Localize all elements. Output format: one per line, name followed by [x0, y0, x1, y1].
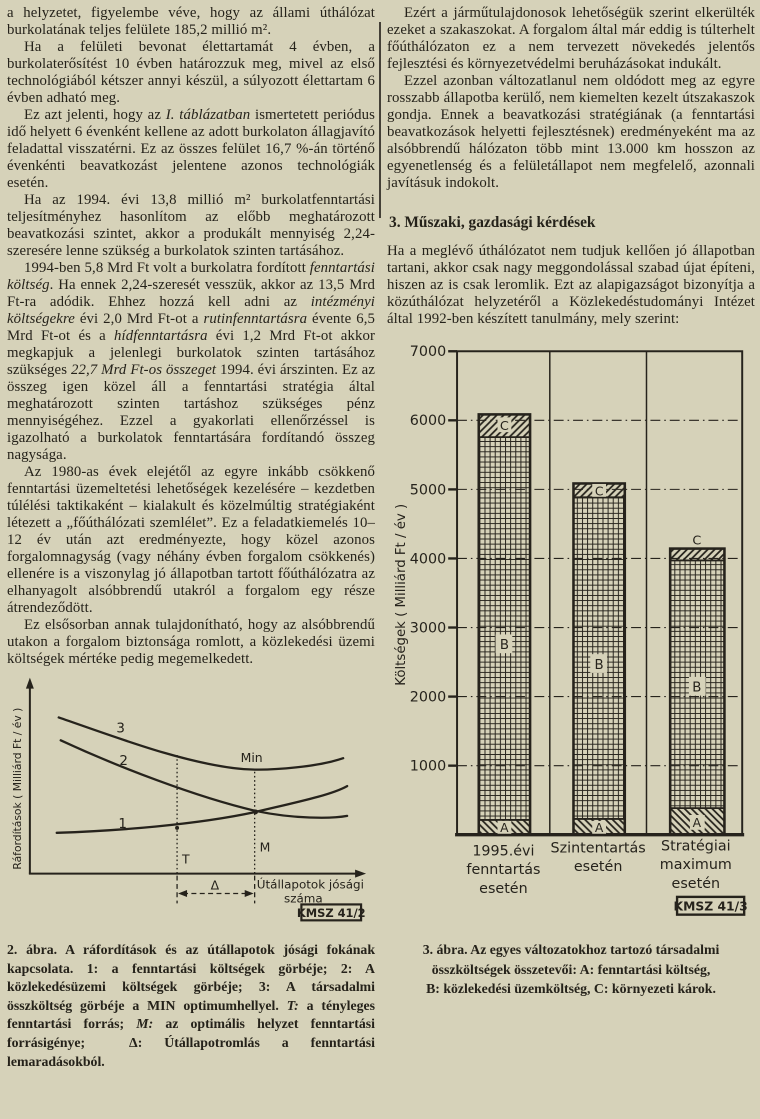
y-tick-5000: 5000 — [409, 482, 447, 499]
fig2-curve2-label: 2 — [119, 754, 128, 770]
bar2-c-label: C — [594, 484, 604, 499]
bar1-section-b — [479, 437, 530, 820]
fig3-y-tick-labels — [410, 344, 446, 774]
paragraph: Ha a felületi bevonat élettartamát 4 évben, a burkolaterősítést 10 évben határozzuk meg, mivel az első technológiából kétszer annyi készül, a súlyozott élettartam 6 évben adható meg. — [7, 39, 375, 106]
fig2-y-axis-arrow — [26, 678, 34, 689]
fig2-x-axis-arrow — [355, 870, 366, 878]
bar2-b-label: B — [594, 657, 604, 673]
figure-3-bar-chart — [387, 338, 755, 926]
figure-2-line-chart — [7, 674, 375, 929]
caption3-line2: összköltségek összetevői: A: fenntartási költség, — [431, 961, 711, 977]
paragraph: Ez elsősorban annak tulajdonítható, hogy az alsóbbrendű utakon a forgalom biztonsága romlott, a közlekedési üzemi költségek mértéke pedig megemelkedett. — [7, 617, 375, 667]
figure-3-svg — [387, 338, 757, 921]
bar2-a-label: A — [594, 820, 604, 835]
fig3-category-labels — [466, 839, 731, 897]
fig2-min-label: Min — [240, 750, 263, 766]
fig3-y-ticks — [448, 351, 457, 765]
cat3-line2: maximum — [659, 857, 732, 874]
fig3-bar-2 — [573, 483, 624, 834]
cat2-line2: esetén — [573, 859, 623, 876]
fig3-y-axis-label: Költségek ( Milliárd Ft / év ) — [393, 503, 409, 686]
bar1-a-label: A — [500, 820, 509, 835]
cat1-line2: fenntartás — [466, 862, 541, 879]
fig2-t-label: T — [182, 851, 190, 867]
fig3-stamp-text: KMSZ 41/3 — [673, 899, 748, 914]
paragraph: Ez azt jelenti, hogy az I. táblázatban ismertetett periódus idő helyett 6 évenként kellene az adott burkolaton állagjavító feladattal visszatérni. Ez az összes felület 16,7 %-án történő évenkénti beavatkozást jelentene azonos technológiák esetén. — [7, 107, 376, 191]
figure-2-caption: 2. ábra. A ráfordítások és az útállapotok jósági fokának kapcsolata. 1: a fenntartási költségek görbéje; 2: A közlekedésüzemi költségek görbéje; 3: A társadalmi összköltség görbéje a MIN optimumhellyel. T: a tényleges fenntartási forrás; M: az optimális helyzet fenntartási forrásigénye; Δ: Útállapotromlás a fenntartási lemaradásokból. — [7, 942, 376, 1069]
figure-3-caption — [387, 940, 755, 999]
fig2-delta-arrow-right — [245, 890, 254, 897]
cat1-line3: esetén — [479, 880, 528, 897]
bar1-c-label: C — [499, 419, 509, 435]
y-tick-4000: 4000 — [409, 551, 447, 568]
figure-2-svg — [7, 674, 375, 924]
cat3-line1: Stratégiai — [661, 838, 731, 855]
paragraph: Ha az 1994. évi 13,8 millió m² burkolatfenntartási teljesítményhez hasonlítom az előbb meghatározott beavatkozási szintet, akkor a produkált mennyiség 2,24-szeresére lenne szükség a burkolatok szinten tartásához. — [7, 192, 375, 259]
fig2-curve1-label: 1 — [118, 816, 127, 832]
paragraph: Ezért a járműtulajdonosok lehetőségük szerint elkerülték ezeket a szakaszokat. A forgalom által már eddig is túlterhelt főúthálózaton ez a nem tervezett növekedés jelentős fejlesztési és környezetvédelmi beruházásokat indukált. — [387, 5, 755, 72]
right-column — [387, 5, 755, 1119]
fig2-t-curve1-point — [175, 826, 179, 830]
fig2-x-axis-label-line1: Útállapotok jósági — [256, 877, 364, 892]
cat2-line1: Szintentartás — [550, 840, 646, 857]
fig2-y-axis-label: Ráfordítások ( Milliárd Ft / év ) — [10, 707, 24, 870]
cat3-line3: esetén — [671, 876, 721, 893]
fig2-m-label: M — [259, 839, 271, 855]
fig3-bar-1 — [479, 414, 530, 834]
fig2-axes — [29, 686, 357, 874]
section-heading: 3. Műszaki, gazdasági kérdések — [389, 214, 596, 231]
cat1-line1: 1995.évi — [472, 843, 535, 860]
y-tick-1000: 1000 — [409, 758, 447, 775]
caption3-line1: 3. ábra. Az egyes változatokhoz tartozó társadalmi — [422, 942, 720, 957]
fig2-curve-1-maintenance-cost — [57, 786, 347, 833]
y-tick-7000: 7000 — [409, 344, 447, 361]
left-column — [7, 5, 375, 1119]
y-tick-2000: 2000 — [409, 689, 447, 706]
bar3-b-label: B — [692, 680, 702, 696]
paragraph: Ezzel azonban változatlanul nem oldódott meg az egyre rosszabb állapotba kerülő, nem kiemelten kezelt útszakaszok gondja. Ennek a beavatkozási stratégiának (a fenntartási beavatkozások helyetti fejlesztésnek) eredményeként ma az alsóbbrendű hálózaton több mint 13.000 km hosszon az egyenetlenség és a felületállapot nem megfelelő, azonnali javításuk indokolt. — [387, 73, 755, 191]
bar3-section-c — [670, 549, 724, 561]
caption3-line3: B: közlekedési üzemköltség, C: környezeti károk. — [426, 981, 716, 996]
paragraph: 1994-ben 5,8 Mrd Ft volt a burkolatra fordított fenntartási költség. Ha ennek 2,24-szeresét vesszük, akkor az 13,5 Mrd Ft-ra adódik. Ehhez hozzá kell adni az intézményi költségekre évi 2,0 Mrd Ft-ot a rutinfenntartásra évente 6,5 Mrd Ft-ot és a hídfenntartásra évi 1,2 Mrd Ft-ot akkor megkapjuk a jelenlegi burkolatok szinten tartásához szükséges 22,7 Mrd Ft-os összeget 1994. évi árszinten. Ez az összeg igen közel áll a fenntartási stratégia által meghatározott szinten tartáshoz szükséges pénz mennyiségéhez. Ezzel a gyakorlati ellenőrzéssel is igazolható a burkolatok fenntartására fordítandó összeg nagysága. — [7, 260, 376, 463]
y-tick-3000: 3000 — [409, 620, 447, 637]
fig2-x-axis-label-line2: száma — [284, 891, 323, 906]
paragraph: Az 1980-as évek elejétől az egyre inkább csökkenő fenntartási üzemeltetési lehetőségek kezelésére – kezdetben túlélési taktikaként – kialakult és közelmúltig stratégiaként létezett a „főúthálózati szemlélet”. Ez a feladatkiemelés 10–12 év után azt eredményezte, hogy közel azonos forgalomnagyság (vagy néhány évben forgalom csökkenés) ellenére is a viszonylag jó állapotban tartott főúthálózatra az elhanyagolt alsóbbrendű utakról a forgalom egy része átrendeződött. — [7, 464, 375, 616]
fig2-crossing-point — [253, 810, 258, 815]
bar1-b-label: B — [499, 638, 509, 654]
column-separator-artifact — [379, 22, 381, 218]
fig3-bar-3 — [670, 534, 724, 835]
bar3-c-label: C — [692, 533, 702, 549]
fig2-delta-label: Δ — [210, 877, 220, 893]
fig2-curve-2-operating-cost — [61, 740, 347, 817]
y-tick-6000: 6000 — [409, 413, 447, 430]
fig2-delta-arrow-left — [178, 890, 187, 897]
fig2-stamp-text: KMSZ 41/2 — [296, 905, 366, 920]
paragraph: a helyzetet, figyelembe véve, hogy az állami úthálózat burkolatának teljes felülete 185,2 millió m². — [7, 5, 375, 38]
fig2-curve3-label: 3 — [116, 721, 125, 737]
bar3-a-label: A — [692, 815, 702, 830]
fig2-curve-3-total-cost — [59, 717, 343, 769]
paragraph: Ha a meglévő úthálózatot nem tudjuk kellően jó állapotban tartani, akkor csak nagy meggondolással szabad újat építeni, hiszen az is csak leromlik. Ezt az alapigazságot bizonyítja a közúthálózat helyzetéről a Közlekedéstudományi Intézet által 1992-ben készített tanulmány, mely szerint: — [387, 243, 755, 327]
